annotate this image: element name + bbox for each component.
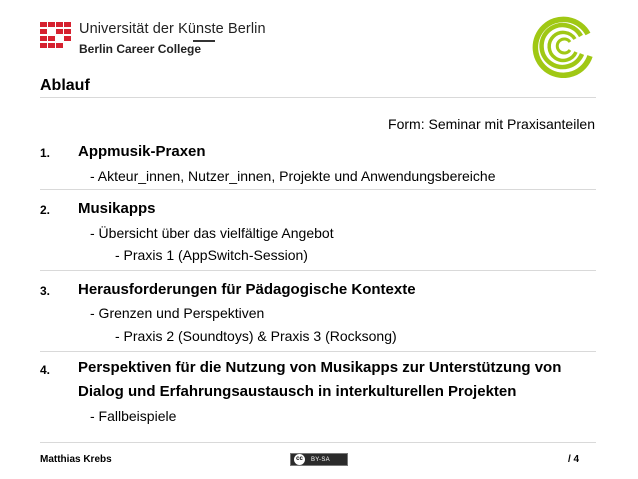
item-line: - Praxis 1 (AppSwitch-Session)	[115, 247, 308, 263]
license-text: BY-SA	[311, 456, 330, 463]
title-divider	[40, 97, 596, 98]
udk-grid-icon	[40, 22, 72, 48]
item-number: 2.	[40, 203, 51, 217]
format-note: Form: Seminar mit Praxisanteilen	[388, 116, 595, 132]
logo-divider	[193, 40, 215, 42]
footer-divider	[40, 442, 596, 443]
divider	[40, 189, 596, 190]
item-heading: Appmusik-Praxen	[78, 143, 206, 160]
footer-author: Matthias Krebs	[40, 454, 112, 465]
cc-icon: cc	[294, 454, 305, 465]
item-number: 4.	[40, 363, 51, 377]
item-number: 1.	[40, 146, 51, 160]
college-name: Berlin Career College	[79, 41, 202, 56]
university-name: Universität der Künste Berlin	[79, 21, 266, 37]
item-line: - Praxis 2 (Soundtoys) & Praxis 3 (Rocksong)	[115, 328, 397, 344]
page-number: / 4	[568, 454, 580, 465]
slide-title: Ablauf	[40, 77, 90, 94]
item-heading: Herausforderungen für Pädagogische Kontexte	[78, 281, 416, 298]
udk-logo	[40, 22, 266, 55]
item-number: 3.	[40, 284, 51, 298]
cc-license-badge	[290, 453, 348, 466]
item-line: - Grenzen und Perspektiven	[90, 305, 265, 321]
item-line: - Fallbeispiele	[90, 408, 177, 424]
goethe-ring-logo-icon	[532, 14, 596, 78]
item-heading: Perspektiven für die Nutzung von Musikapps zur Unterstützung von	[78, 359, 562, 376]
divider	[40, 351, 596, 352]
item-line: - Akteur_innen, Nutzer_innen, Projekte und Anwendungsbereiche	[90, 168, 496, 184]
divider	[40, 270, 596, 271]
item-heading-continued: Dialog und Erfahrungsaustausch in interkulturellen Projekten	[78, 383, 517, 400]
item-heading: Musikapps	[78, 200, 156, 217]
item-line: - Übersicht über das vielfältige Angebot	[90, 225, 334, 241]
